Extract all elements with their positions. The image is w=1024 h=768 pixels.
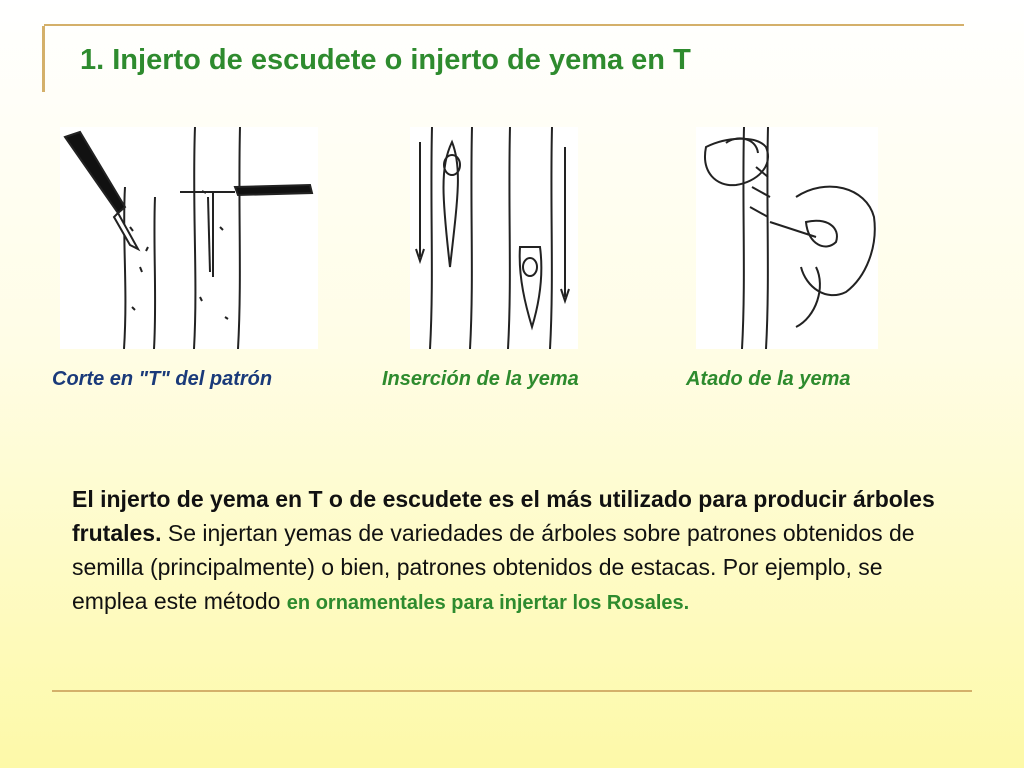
t-cut-illustration: [60, 127, 318, 349]
tying-bud-illustration: [696, 127, 878, 349]
caption-t-cut: Corte en "T" del patrón: [52, 368, 273, 390]
body-bold-text: El injerto de yema en T o de escudete es el más utilizado para producir árboles frutales.: [72, 486, 935, 546]
caption-tying-bud: Atado de la yema: [686, 368, 851, 390]
decorative-bottom-rule: [52, 690, 972, 692]
figure-tying-bud: [696, 127, 878, 349]
body-normal-text: Se injertan yemas de variedades de árboles sobre patrones obtenidos de semilla (principalmente) o bien, patrones obtenidos de estacas. Por ejemplo, se emplea este método: [72, 520, 915, 614]
body-paragraph: [72, 482, 952, 620]
body-green-text: en ornamentales para injertar los Rosales.: [286, 592, 690, 614]
figure-t-cut: [60, 127, 318, 349]
figure-bud-insertion: [410, 127, 578, 349]
caption-bud-insertion: Inserción de la yema: [382, 368, 579, 390]
bud-insertion-illustration: [410, 127, 578, 349]
decorative-vertical-rule: [42, 26, 45, 92]
slide-title: 1. Injerto de escudete o injerto de yema en T: [80, 44, 691, 76]
decorative-top-rule: [44, 24, 964, 26]
